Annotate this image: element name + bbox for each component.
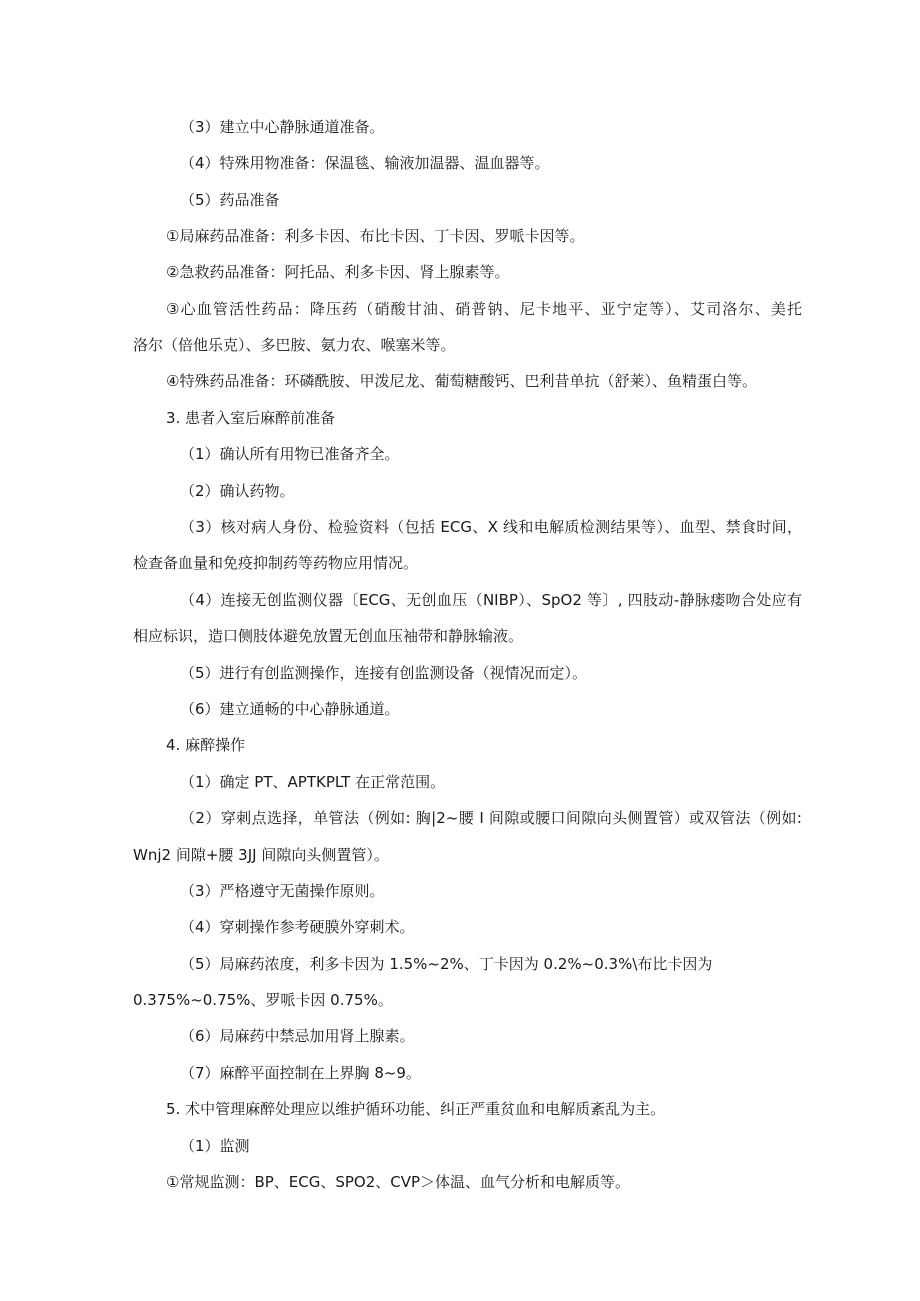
text-line: （1）确定 PT、APTKPLT 在正常范围。 <box>180 773 446 791</box>
text-line: （6）建立通畅的中心静脉通道。 <box>180 700 400 718</box>
text-line: （4）连接无创监测仪器〔ECG、无创血压（NIBP）、SpO2 等〕, 四肢动-静脉瘘吻合处应有 <box>180 591 802 609</box>
text-line: ③心血管活性药品：降压药（硝酸甘油、硝普钠、尼卡地平、亚宁定等）、艾司洛尔、美托 <box>166 300 802 318</box>
section-heading: 4. 麻醉操作 <box>166 736 246 754</box>
text-line: ④特殊药品准备：环磷酰胺、甲泼尼龙、葡萄糖酸钙、巴利昔单抗（舒莱）、鱼精蛋白等。 <box>166 372 757 390</box>
text-line: （3）严格遵守无菌操作原则。 <box>180 882 385 900</box>
text-line: （5）局麻药浓度，利多卡因为 1.5%~2%、丁卡因为 0.2%~0.3%\布比卡因为 <box>180 955 713 973</box>
text-line: （1）监测 <box>180 1137 250 1155</box>
text-line: （3）核对病人身份、检验资料（包括 ECG、X 线和电解质检测结果等）、血型、禁食时间， <box>180 518 802 536</box>
section-heading: 3. 患者入室后麻醉前准备 <box>166 409 336 427</box>
section-heading: 5. 术中管理麻醉处理应以维护循环功能、纠正严重贫血和电解质紊乱为主。 <box>166 1100 666 1118</box>
text-line: 相应标识，造口侧肢体避免放置无创血压袖带和静脉输液。 <box>133 627 524 645</box>
text-line: ②急救药品准备：阿托品、利多卡因、肾上腺素等。 <box>166 263 510 281</box>
text-line: （3）建立中心静脉通道准备。 <box>180 118 385 136</box>
text-line: ①局麻药品准备：利多卡因、布比卡因、丁卡因、罗哌卡因等。 <box>166 227 585 245</box>
text-line: ①常规监测：BP、ECG、SPO2、CVP＞体温、血气分析和电解质等。 <box>166 1173 631 1191</box>
text-line: （2）穿刺点选择，单管法（例如: 胸|2~腰 I 间隙或腰口间隙向头侧置管）或双管法（例如: <box>180 809 802 827</box>
text-line: （2）确认药物。 <box>180 482 295 500</box>
text-line: （4）特殊用物准备：保温毯、输液加温器、温血器等。 <box>180 154 550 172</box>
text-line: Wnj2 间隙+腰 3JJ 间隙向头侧置管）。 <box>133 846 389 864</box>
text-line: 洛尔（倍他乐克）、多巴胺、氨力农、喉塞米等。 <box>133 336 456 354</box>
text-line: （6）局麻药中禁忌加用肾上腺素。 <box>180 1027 415 1045</box>
text-line: （1）确认所有用物已准备齐全。 <box>180 445 400 463</box>
text-line: 0.375%~0.75%、罗哌卡因 0.75%。 <box>133 991 393 1009</box>
text-line: （5）进行有创监测操作，连接有创监测设备（视情况而定）。 <box>180 664 588 682</box>
text-line: 检查备血量和免疫抑制药等药物应用情况。 <box>133 554 419 572</box>
text-line: （4）穿刺操作参考硬膜外穿刺术。 <box>180 918 415 936</box>
text-line: （7）麻醉平面控制在上界胸 8~9。 <box>180 1064 421 1082</box>
text-line: （5）药品准备 <box>180 191 280 209</box>
